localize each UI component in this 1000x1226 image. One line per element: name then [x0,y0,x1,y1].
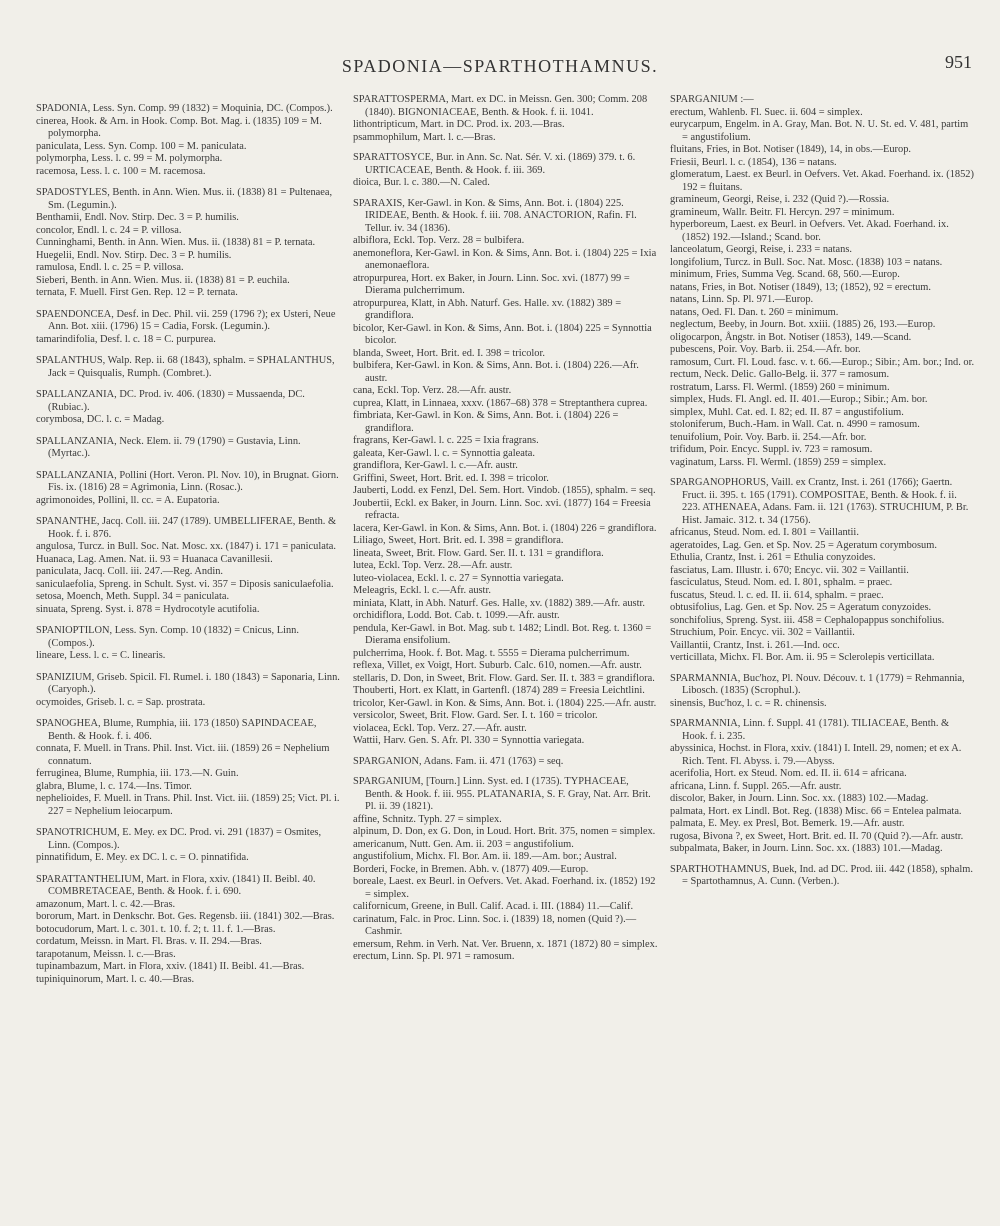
index-entry: Struchium, Poir. Encyc. vii. 302 = Vaillantii. [670,627,855,638]
index-entry: paniculata, Less. Syn. Comp. 100 = M. paniculata. [36,140,247,152]
index-entry: Griffini, Sweet, Hort. Brit. ed. I. 398 = tricolor. [353,472,549,484]
index-entry: emersum, Rehm. in Verh. Nat. Ver. Bruenn, x. 1871 (1872) 80 = simplex. [353,938,658,950]
index-entry: oligocarpon, Ångstr. in Bot. Notiser (1853), 149.—Scand. [670,331,912,343]
index-entry: bororum, Mart. in Denkschr. Bot. Ges. Regensb. iii. (1841) 302.—Bras. [36,911,335,922]
index-entry: pubescens, Poir. Voy. Barb. ii. 254.—Afr. bor. [670,344,861,355]
index-entry: blanda, Sweet, Hort. Brit. ed. I. 398 = tricolor. [353,347,545,359]
index-entry: angustifolium, Michx. Fl. Bor. Am. ii. 189.—Am. bor.; Austral. [353,851,617,862]
index-entry: SPARGANIUM :— [670,94,754,105]
index-entry: ocymoides, Griseb. l. c. = Sap. prostrata. [36,696,206,708]
index-entry: SPALLANZANIA, Neck. Elem. ii. 79 (1790) = Gustavia, Linn. (Myrtac.). [36,435,301,459]
index-entry: cana, Eckl. Top. Verz. 28.—Afr. austr. [353,385,512,396]
index-entry: SPANIZIUM, Griseb. Spicil. Fl. Rumel. i. 180 (1843) = Saponaria, Linn. (Caryoph.). [36,671,340,695]
index-entry: versicolor, Sweet, Brit. Flow. Gard. Ser. I. t. 160 = tricolor. [353,710,598,721]
index-entry: eurycarpum, Engelm. in A. Gray, Man. Bot. N. U. St. ed. V. 481, partim = angustifolium. [670,119,969,143]
index-entry: SPAENDONCEA, Desf. in Dec. Phil. vii. 259 (1796 ?); ex Usteri, Neue Ann. Bot. xiii. (1796) 15 = Cadia, Forsk. (Legumin.). [36,308,336,332]
index-entry: carinatum, Falc. in Proc. Linn. Soc. i. (1839) 18, nomen (Quid ?).—Cashmir. [353,913,637,937]
index-entry: subpalmata, Baker, in Journ. Linn. Soc. xx. (1883) 101.—Madag. [670,843,943,854]
index-entry: boreale, Laest. ex Beurl. in Oefvers. Vet. Akad. Foerhand. ix. (1852) 192 = simplex. [353,876,656,900]
index-entry: hyperboreum, Laest. ex Beurl. in Oefvers. Vet. Akad. Foerhand. ix. (1852) 192.—Island.; Scand. bor. [670,219,949,243]
index-entry: californicum, Greene, in Bull. Calif. Acad. i. III. (1884) 11.—Calif. [353,901,634,912]
index-entry: atropurpurea, Klatt, in Abh. Naturf. Ges. Halle. xv. (1882) 389 = grandiflora. [353,297,622,321]
index-entry: lutea, Eckl. Top. Verz. 28.—Afr. austr. [353,560,513,571]
text-columns [36,94,976,1216]
column-middle [353,94,658,1216]
index-entry: Ethulia, Crantz, Inst. i. 261 = Ethulia conyzoides. [670,552,876,563]
index-entry: SPALLANZANIA, Pollini (Hort. Veron. Pl. Nov. 10), in Brugnat. Giorn. Fis. ix. (1816) 28 = Agrimonia, Linn. (Rosac.). [36,469,339,493]
index-entry: amazonum, Mart. l. c. 42.—Bras. [36,898,176,910]
index-entry: racemosa, Less. l. c. 100 = M. racemosa. [36,165,206,177]
index-entry: luteo-violacea, Eckl. l. c. 27 = Synnottia variegata. [353,572,564,584]
page-number: 951 [945,52,972,72]
index-entry: erectum, Linn. Sp. Pl. 971 = ramosum. [353,951,515,962]
index-entry: gramineum, Wallr. Beitr. Fl. Hercyn. 297 = minimum. [670,206,895,218]
index-entry: SPARTHOTHAMNUS, Buek, Ind. ad DC. Prod. iii. 442 (1858), sphalm. = Spartothamnus, A. Cunn. (Verben.). [670,863,973,887]
index-entry: obtusifolius, Lag. Gen. et Sp. Nov. 25 = Ageratum conyzoides. [670,602,932,613]
index-entry: reflexa, Villet, ex Voigt, Hort. Suburb. Calc. 610, nomen.—Afr. austr. [353,660,642,671]
index-entry: dioica, Bur. l. c. 380.—N. Caled. [353,177,490,188]
index-entry: SPARATTOSYCE, Bur. in Ann. Sc. Nat. Sér. V. xi. (1869) 379. t. 6. URTICACEAE, Benth. & Hook. f. iii. 369. [353,152,636,176]
index-entry: abyssinica, Hochst. in Flora, xxiv. (1841) I. Intell. 29, nomen; et ex A. Rich. Tent. Fl. Abyss. i. 79.—Abyss. [670,743,962,767]
index-entry: tricolor, Ker-Gawl. in Kon. & Sims, Ann. Bot. i. (1804) 225.—Afr. austr. [353,697,657,709]
index-entry: angulosa, Turcz. in Bull. Soc. Nat. Mosc. xx. (1847) i. 171 = paniculata. [36,541,336,552]
index-entry: Wattii, Harv. Gen. S. Afr. Pl. 330 = Synnottia variegata. [353,735,585,746]
index-entry: simplex, Huds. Fl. Angl. ed. II. 401.—Europ.; Sibir.; Am. bor. [670,394,928,405]
index-entry: alpinum, D. Don, ex G. Don, in Loud. Hort. Brit. 375, nomen = simplex. [353,826,656,837]
index-entry: palmata, E. Mey. ex Presl, Bot. Bemerk. 19.—Afr. austr. [670,818,905,829]
index-entry: botocudorum, Mart. l. c. 301. t. 10. f. 2; t. 11. f. 1.—Bras. [36,923,276,935]
index-entry: lineata, Sweet, Brit. Flow. Gard. Ser. II. t. 131 = grandiflora. [353,547,604,559]
index-entry: rostratum, Larss. Fl. Werml. (1859) 260 = minimum. [670,381,890,393]
index-entry: tenuifolium, Poir. Voy. Barb. ii. 254.—Afr. bor. [670,431,867,443]
index-entry: psammophilum, Mart. l. c.—Bras. [353,131,496,143]
index-entry: rugosa, Bivona ?, ex Sweet, Hort. Brit. ed. II. 70 (Quid ?).—Afr. austr. [670,830,964,842]
column-left [36,94,341,1216]
index-entry: discolor, Baker, in Journ. Linn. Soc. xx. (1883) 102.—Madag. [670,793,929,804]
index-entry: cinerea, Hook. & Arn. in Hook. Comp. Bot. Mag. i. (1835) 109 = M. polymorpha. [36,115,322,139]
index-entry: verticillata, Michx. Fl. Bor. Am. ii. 95 = Sclerolepis verticillata. [670,652,935,663]
index-entry: SPARGANIUM, [Tourn.] Linn. Syst. ed. I (1735). TYPHACEAE, Benth. & Hook. f. iii. 955. PLATANARIA, S. F. Gray, Nat. Arr. Brit. Pl. ii. 39 (1821). [353,776,651,812]
index-entry: Vaillantii, Crantz, Inst. i. 261.—Ind. occ. [670,639,840,651]
index-entry: galeata, Ker-Gawl. l. c. = Synnottia galeata. [353,447,535,459]
index-entry: Borderi, Focke, in Bremen. Abh. v. (1877) 409.—Europ. [353,863,589,875]
index-entry: Friesii, Beurl. l. c. (1854), 136 = natans. [670,156,837,168]
index-entry: SPARGANION, Adans. Fam. ii. 471 (1763) = seq. [353,755,564,767]
index-entry: setosa, Moench, Meth. Suppl. 34 = paniculata. [36,591,230,602]
index-entry: corymbosa, DC. l. c. = Madag. [36,414,165,425]
index-entry: Huanaca, Lag. Amen. Nat. ii. 93 = Huanaca Cavanillesii. [36,553,273,565]
index-entry: fragrans, Ker-Gawl. l. c. 225 = Ixia fragrans. [353,435,539,446]
index-entry: minimum, Fries, Summa Veg. Scand. 68, 560.—Europ. [670,269,900,280]
index-entry: bicolor, Ker-Gawl. in Kon. & Sims, Ann. Bot. i. (1804) 225 = Synnottia bicolor. [353,322,652,346]
index-entry: SPARAXIS, Ker-Gawl. in Kon. & Sims, Ann. Bot. i. (1804) 225. IRIDEAE, Benth. & Hook. f. iii. 708. ANACTORION, Rafin. Fl. Tellur. iv. 34 (1836). [353,197,637,234]
index-entry: lanceolatum, Georgi, Reise, i. 233 = natans. [670,244,852,255]
index-entry: sinensis, Buc'hoz, l. c. = R. chinensis. [670,697,827,709]
index-entry: tupinambazum, Mart. in Flora, xxiv. (1841) II. Beibl. 41.—Bras. [36,961,305,972]
index-entry: SPANIOPTILON, Less. Syn. Comp. 10 (1832) = Cnicus, Linn. (Compos.). [36,625,299,649]
index-entry: natans, Fries, in Bot. Notiser (1849), 13; (1852), 92 = erectum. [670,281,931,293]
index-entry: cordatum, Meissn. in Mart. Fl. Bras. v. II. 294.—Bras. [36,936,262,947]
index-entry: Cunninghami, Benth. in Ann. Wien. Mus. ii. (1838) 81 = P. ternata. [36,237,316,248]
index-entry: ternata, F. Muell. First Gen. Rep. 12 = P. ternata. [36,287,238,298]
index-entry: africanus, Steud. Nom. ed. I. 801 = Vaillantii. [670,527,859,538]
index-entry: saniculaefolia, Spreng. in Schult. Syst. vi. 357 = Diposis saniculaefolia. [36,578,334,590]
index-entry: atropurpurea, Hort. ex Baker, in Journ. Linn. Soc. xvi. (1877) 99 = Dierama pulcherrimum. [353,272,630,296]
index-entry: natans, Oed. Fl. Dan. t. 260 = minimum. [670,306,839,318]
index-entry: glabra, Blume, l. c. 174.—Ins. Timor. [36,780,192,792]
index-entry: pulcherrima, Hook. f. Bot. Mag. t. 5555 = Dierama pulcherrimum. [353,647,630,659]
index-entry: stellaris, D. Don, in Sweet, Brit. Flow. Gard. Ser. II. t. 383 = grandiflora. [353,672,655,684]
index-entry: acerifolia, Hort. ex Steud. Nom. ed. II. ii. 614 = africana. [670,768,907,779]
index-entry: natans, Linn. Sp. Pl. 971.—Europ. [670,294,814,305]
index-entry: neglectum, Beeby, in Journ. Bot. xxiii. (1885) 26, 193.—Europ. [670,319,936,330]
index-entry: fluitans, Fries, in Bot. Notiser (1849), 14, in obs.—Europ. [670,144,911,155]
index-entry: affine, Schnitz. Typh. 27 = simplex. [353,813,502,825]
index-entry: SPARATTOSPERMA, Mart. ex DC. in Meissn. Gen. 300; Comm. 208 (1840). BIGNONIACEAE, Benth. & Hook. f. ii. 1041. [353,94,648,118]
index-entry: palmata, Hort. ex Lindl. Bot. Reg. (1838) Misc. 66 = Entelea palmata. [670,805,962,817]
index-entry: polymorpha, Less. l. c. 99 = M. polymorpha. [36,153,223,164]
index-entry: Benthamii, Endl. Nov. Stirp. Dec. 3 = P. humilis. [36,212,239,223]
index-entry: Liliago, Sweet, Hort. Brit. ed. I. 398 = grandiflora. [353,535,564,546]
index-entry: lineare, Less. l. c. = C. linearis. [36,650,166,661]
index-entry: connata, F. Muell. in Trans. Phil. Inst. Vict. iii. (1859) 26 = Nephelium connatum. [36,743,330,767]
index-entry: SPADONIA, Less. Syn. Comp. 99 (1832) = Moquinia, DC. (Compos.). [36,103,333,114]
index-entry: SPANANTHE, Jacq. Coll. iii. 247 (1789). UMBELLIFERAE, Benth. & Hook. f. i. 876. [36,516,337,540]
index-entry: anemoneflora, Ker-Gawl. in Kon. & Sims, Ann. Bot. i. (1804) 225 = Ixia anemonaeflora. [353,247,657,271]
index-entry: erectum, Wahlenb. Fl. Suec. ii. 604 = simplex. [670,106,863,118]
index-entry: grandiflora, Ker-Gawl. l. c.—Afr. austr. [353,460,518,471]
index-entry: SPALLANZANIA, DC. Prod. iv. 406. (1830) = Mussaenda, DC. (Rubiac.). [36,389,305,413]
index-entry: agrimonoides, Pollini, ll. cc. = A. Eupatoria. [36,494,220,506]
index-entry: SPANOGHEA, Blume, Rumphia, iii. 173 (1850) SAPINDACEAE, Benth. & Hook. f. i. 406. [36,718,317,742]
index-entry: tamarindifolia, Desf. l. c. 18 = C. purpurea. [36,333,216,345]
index-entry: pinnatifidum, E. Mey. ex DC. l. c. = O. pinnatifida. [36,852,249,863]
index-entry: paniculata, Jacq. Coll. iii. 247.—Reg. Andin. [36,566,224,577]
index-entry: lithontripticum, Mart. in DC. Prod. ix. 203.—Bras. [353,119,565,130]
index-entry: americanum, Nutt. Gen. Am. ii. 203 = angustifolium. [353,838,574,850]
index-entry: Joubertii, Eckl. ex Baker, in Journ. Linn. Soc. xvi. (1877) 164 = Freesia refracta. [353,497,651,521]
index-entry: lacera, Ker-Gawl. in Kon. & Sims, Ann. Bot. i. (1804) 226 = grandiflora. [353,522,657,534]
index-entry: SPARMANNIA, Buc'hoz, Pl. Nouv. Découv. t. 1 (1779) = Rehmannia, Libosch. (1835) (Scrophul.). [670,672,965,696]
index-entry: sinuata, Spreng. Syst. i. 878 = Hydrocotyle acutifolia. [36,603,260,615]
index-entry: violacea, Eckl. Top. Verz. 27.—Afr. austr. [353,722,527,734]
index-entry: SPARGANOPHORUS, Vaill. ex Crantz, Inst. i. 261 (1766); Gaertn. Fruct. ii. 395. t. 165 (1791). COMPOSITAE, Benth. & Hook. f. ii. 223. ATHENAEA, Adans. Fam. ii. 121 (1763). STRUCHIUM, P. Br. Hist. Jamaic. 312. t. 34 (1756). [670,477,969,526]
index-entry: SPARATTANTHELIUM, Mart. in Flora, xxiv. (1841) II. Beibl. 40. COMBRETACEAE, Benth. & Hook. f. i. 690. [36,873,316,897]
page-header [0,46,1000,86]
index-entry: vaginatum, Larss. Fl. Werml. (1859) 259 = simplex. [670,456,887,468]
index-entry: SPANOTRICHUM, E. Mey. ex DC. Prod. vi. 291 (1837) = Osmites, Linn. (Compos.). [36,827,322,851]
index-entry: simplex, Muhl. Cat. ed. I. 82; ed. II. 87 = angustifolium. [670,406,904,418]
index-entry: fasciatus, Lam. Illustr. i. 670; Encyc. vii. 302 = Vaillantii. [670,564,909,576]
index-entry: fasciculatus, Steud. Nom. ed. I. 801, sphalm. = praec. [670,577,893,588]
index-entry: longifolium, Turcz. in Bull. Soc. Nat. Mosc. (1838) 103 = natans. [670,256,943,268]
index-entry: rectum, Neck. Delic. Gallo-Belg. ii. 377 = ramosum. [670,369,890,380]
index-entry: SPARMANNIA, Linn. f. Suppl. 41 (1781). TILIACEAE, Benth. & Hook. f. i. 235. [670,718,950,742]
index-entry: tupiniquinorum, Mart. l. c. 40.—Bras. [36,973,195,985]
index-entry: SPALANTHUS, Walp. Rep. ii. 68 (1843), sphalm. = SPHALANTHUS, Jack = Quisqualis, Rumph. (Combret.). [36,355,335,379]
column-right [670,94,975,1216]
index-entry: ferruginea, Blume, Rumphia, iii. 173.—N. Guin. [36,768,239,779]
index-entry: Jauberti, Lodd. ex Fenzl, Del. Sem. Hort. Vindob. (1855), sphalm. = seq. [353,485,656,496]
index-entry: sonchifolius, Spreng. Syst. iii. 458 = Cephalopappus sonchifolius. [670,614,945,626]
index-entry: ageratoides, Lag. Gen. et Sp. Nov. 25 = Ageratum corymbosum. [670,539,937,551]
index-entry: Sieberi, Benth. in Ann. Wien. Mus. ii. (1838) 81 = P. euchila. [36,274,290,286]
index-entry: Huegelii, Endl. Nov. Stirp. Dec. 3 = P. humilis. [36,249,232,261]
index-entry: concolor, Endl. l. c. 24 = P. villosa. [36,224,182,236]
index-entry: tarapotanum, Meissn. l. c.—Bras. [36,948,176,960]
index-entry: Meleagris, Eckl. l. c.—Afr. austr. [353,585,491,596]
index-entry: bulbifera, Ker-Gawl. in Kon. & Sims, Ann. Bot. i. (1804) 226.—Afr. austr. [353,360,639,384]
running-head: SPADONIA—SPARTHOTHAMNUS. [341,56,659,76]
index-entry: Thouberti, Hort. ex Klatt, in Gartenfl. (1874) 289 = Freesia Leichtlini. [353,685,645,696]
index-entry: trifidum, Poir. Encyc. Suppl. iv. 723 = ramosum. [670,444,873,455]
index-entry: SPADOSTYLES, Benth. in Ann. Wien. Mus. ii. (1838) 81 = Pultenaea, Sm. (Legumin.). [36,187,333,211]
index-entry: fuscatus, Steud. l. c. ed. II. ii. 614, sphalm. = praec. [670,589,884,601]
index-entry: fimbriata, Ker-Gawl. in Kon. & Sims, Ann. Bot. i. (1804) 226 = grandiflora. [353,410,619,434]
index-entry: ramulosa, Endl. l. c. 25 = P. villosa. [36,262,184,273]
index-entry: cuprea, Klatt, in Linnaea, xxxv. (1867–68) 378 = Streptanthera cuprea. [353,397,648,409]
index-entry: ramosum, Curt. Fl. Loud. fasc. v. t. 66.—Europ.; Sibir.; Am. bor.; Ind. or. [670,356,975,368]
index-entry: miniata, Klatt, in Abh. Naturf. Ges. Halle, xv. (1882) 389.—Afr. austr. [353,597,645,609]
index-entry: africana, Linn. f. Suppl. 265.—Afr. austr. [670,780,842,792]
index-entry: pendula, Ker-Gawl. in Bot. Mag. sub t. 1482; Lindl. Bot. Reg. t. 1360 = Dierama ensifolium. [353,622,652,646]
index-entry: orchidiflora, Lodd. Bot. Cab. t. 1099.—Afr. austr. [353,610,560,621]
index-entry: albiflora, Eckl. Top. Verz. 28 = bulbifera. [353,235,525,246]
index-entry: stoloniferum, Buch.-Ham. in Wall. Cat. n. 4990 = ramosum. [670,419,920,430]
index-entry: gramineum, Georgi, Reise, i. 232 (Quid ?).—Rossia. [670,194,890,205]
index-entry: glomeratum, Laest. ex Beurl. in Oefvers. Vet. Akad. Foerhand. ix. (1852) 192 = fluitans. [670,169,974,193]
index-entry: nephelioides, F. Muell. in Trans. Phil. Inst. Vict. iii. (1859) 25; Vict. Pl. i. 227 = Nephelium leiocarpum. [36,793,340,817]
